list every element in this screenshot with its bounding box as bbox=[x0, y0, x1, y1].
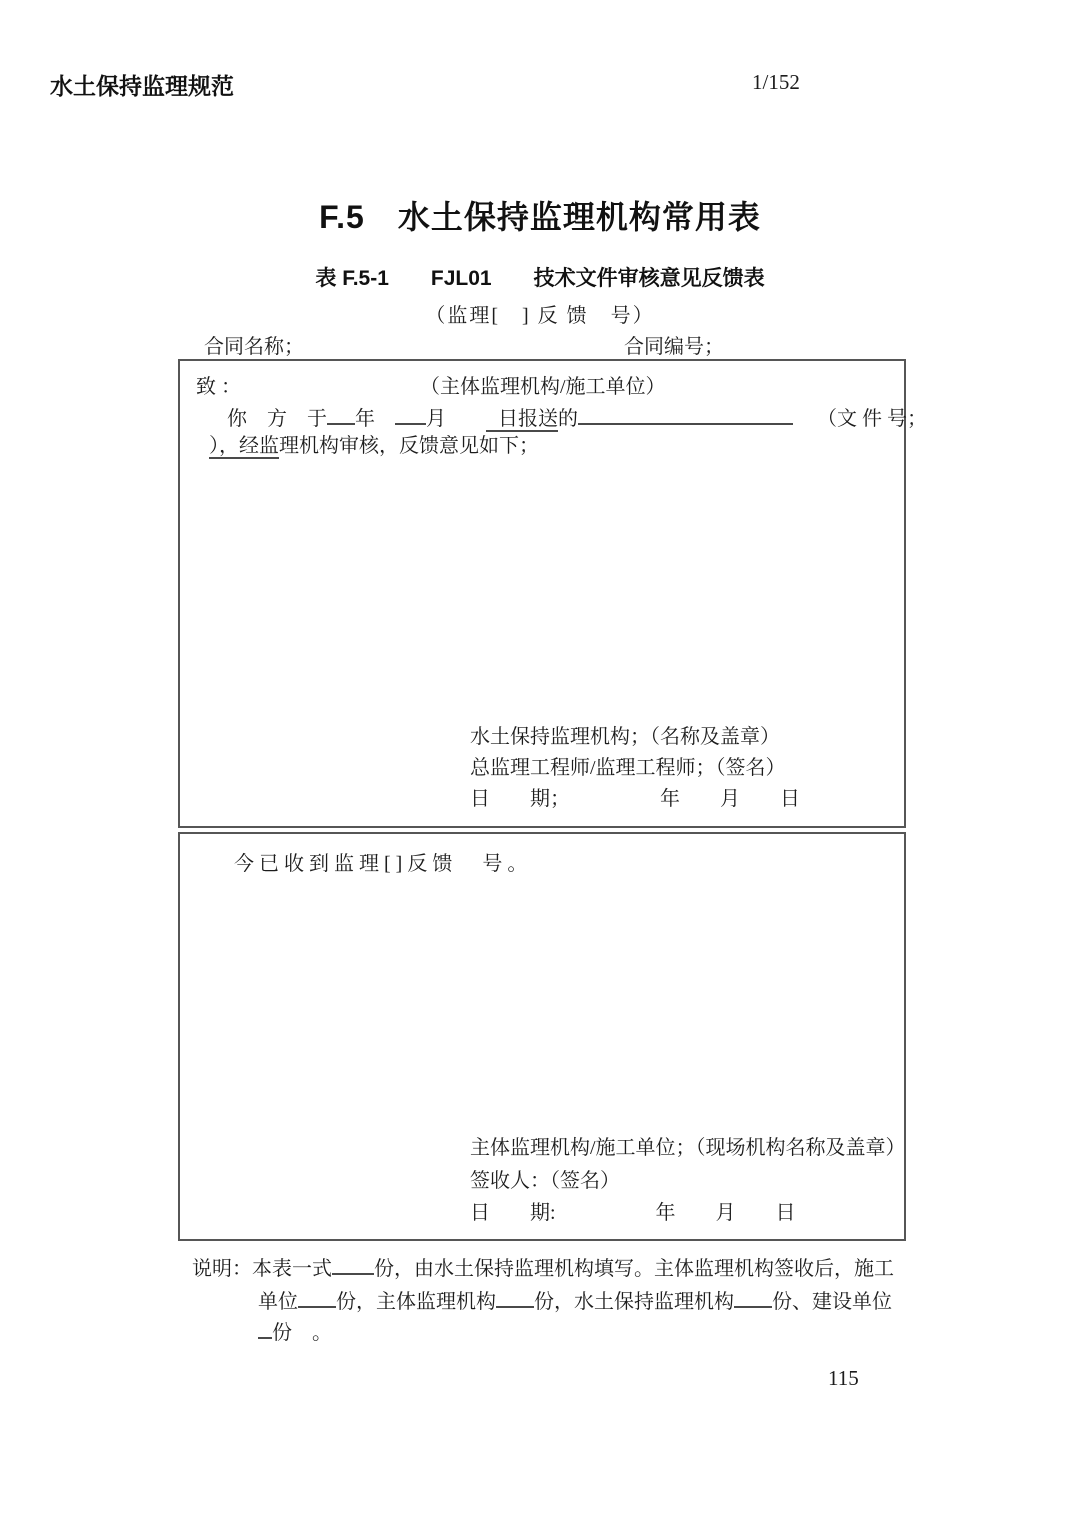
day-submitted-label: 日报送 bbox=[486, 408, 558, 432]
section-title: F.5 水土保持监理机构常用表 bbox=[319, 199, 761, 235]
note-line1-label: 说明：本表一式 bbox=[192, 1258, 332, 1280]
note-line-2 bbox=[258, 1287, 892, 1317]
to-hint: （主体监理机构/施工单位） bbox=[420, 376, 666, 398]
page-number: 115 bbox=[828, 1366, 859, 1390]
note-line1-rest: 份，由水土保持监理机构填写。主体监理机构签收后，施工 bbox=[374, 1258, 894, 1280]
supervisor-engineer-line: 总监理工程师/监理工程师；（签名） bbox=[470, 757, 786, 779]
receipt-org-line: 主体监理机构/施工单位；（现场机构名称及盖章） bbox=[470, 1137, 906, 1159]
file-no-label: （文 件 号； bbox=[817, 408, 927, 430]
supervisor-org-line: 水土保持监理机构；（名称及盖章） bbox=[470, 726, 780, 748]
feedback-box bbox=[178, 359, 927, 828]
review-line-rest: 理机构审核，反馈意见如下； bbox=[279, 435, 539, 457]
receipt-date-line: 日 期: 年 月 日 bbox=[470, 1202, 796, 1224]
note-line2-b: 份，主体监理机构 bbox=[336, 1291, 496, 1313]
receiver-line: 签收人：（签名） bbox=[470, 1170, 620, 1192]
contract-name-label: 合同名称； bbox=[204, 336, 304, 358]
de-label: 的 bbox=[558, 408, 578, 430]
document-title-blank bbox=[578, 404, 793, 425]
ref-number-line: （监理[ ] 反 馈 号） bbox=[425, 305, 655, 327]
main-supervisor-copies-blank bbox=[496, 1287, 534, 1308]
form-heading: 表 F.5-1 FJL01 技术文件审核意见反馈表 bbox=[315, 267, 765, 290]
month-blank bbox=[395, 404, 426, 425]
swc-supervisor-copies-blank bbox=[734, 1287, 772, 1308]
note-line2-c: 份，水土保持监理机构 bbox=[534, 1291, 734, 1313]
review-line-underlined: ），经监 bbox=[209, 435, 279, 457]
received-line: 今已收到监理[]反馈 号。 bbox=[234, 853, 533, 875]
sent-date-line bbox=[227, 404, 927, 433]
year-blank bbox=[327, 404, 355, 425]
note-line2-d: 份、建设单位 bbox=[772, 1291, 892, 1313]
note-line2-a: 单位 bbox=[258, 1291, 298, 1313]
doc-title: 水土保持监理规范 bbox=[50, 73, 234, 99]
sent-line-prefix: 你 方 于 bbox=[227, 408, 327, 430]
note-line-1 bbox=[192, 1254, 894, 1284]
year-label: 年 bbox=[355, 408, 375, 430]
note-line3-text: 份 。 bbox=[272, 1322, 332, 1344]
note-line-3 bbox=[258, 1318, 332, 1348]
receipt-box bbox=[178, 832, 906, 1241]
supervisor-date-line: 日 期； 年 月 日 bbox=[470, 788, 800, 810]
page-indicator: 1/152 bbox=[752, 70, 800, 94]
owner-copies-blank bbox=[258, 1318, 272, 1339]
to-label: 致 ： bbox=[196, 376, 241, 398]
contractor-copies-blank bbox=[298, 1287, 336, 1308]
month-label: 月 bbox=[426, 408, 446, 430]
contract-code-label: 合同编号； bbox=[624, 336, 724, 358]
copies-total-blank bbox=[332, 1254, 374, 1275]
review-line bbox=[209, 432, 539, 460]
